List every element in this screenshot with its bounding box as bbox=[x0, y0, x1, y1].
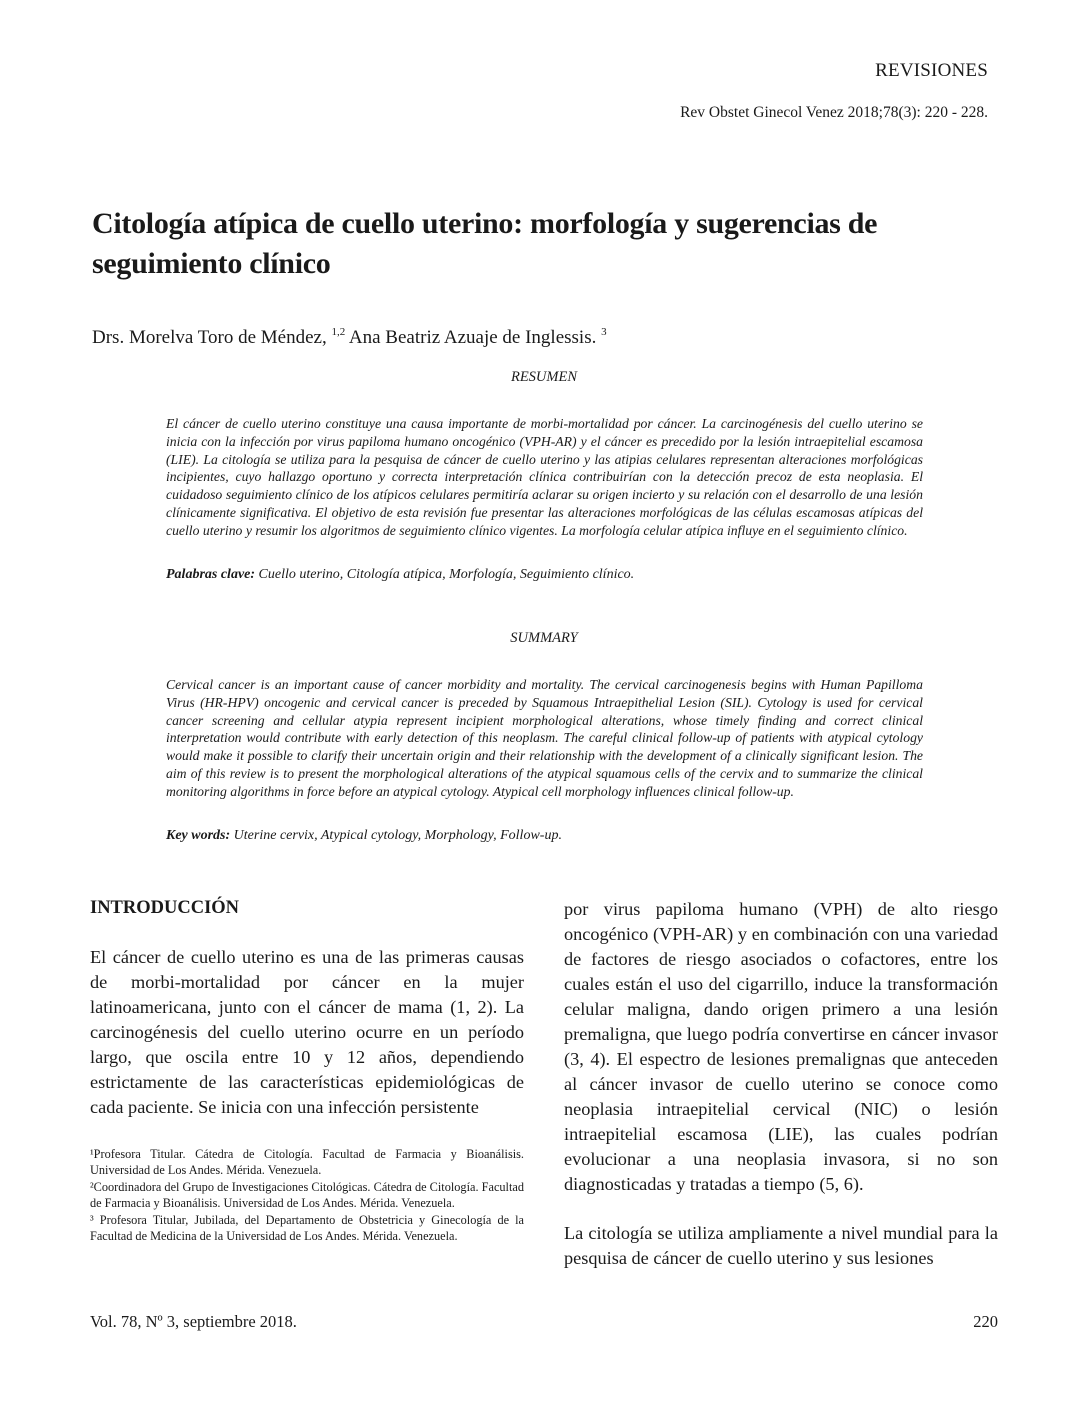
right-column-paragraph-2: La citología se utiliza ampliamente a nivel mundial para la pesquisa de cáncer de cuello uterino y sus lesiones bbox=[564, 1223, 998, 1268]
resumen-heading: RESUMEN bbox=[510, 369, 578, 385]
keywords-value: Uterine cervix, Atypical cytology, Morphology, Follow-up. bbox=[233, 828, 562, 843]
section-label: REVISIONES bbox=[875, 60, 988, 81]
keywords-label: Key words: bbox=[166, 828, 231, 843]
keywords-label: Palabras clave: bbox=[166, 567, 256, 582]
footnote: ¹Profesora Titular. Cátedra de Citología. Facultad de Farmacia y Bioanálisis. Universidad de Los Andes. Mérida. Venezuela. bbox=[90, 1147, 524, 1178]
footer-volume: Vol. 78, Nº 3, septiembre 2018. bbox=[90, 1312, 297, 1331]
author-1: Drs. Morelva Toro de Méndez, bbox=[92, 327, 327, 348]
authors bbox=[92, 318, 607, 352]
article-title: Citología atípica de cuello uterino: morfología y sugerencias de seguimiento clínico bbox=[92, 207, 878, 280]
introduction-heading: INTRODUCCIÓN bbox=[90, 898, 240, 918]
author-2-affiliation: 3 bbox=[601, 326, 607, 338]
resumen-keywords bbox=[166, 567, 923, 583]
summary-heading: SUMMARY bbox=[510, 630, 578, 646]
summary-text: Cervical cancer is an important cause of cancer morbidity and mortality. The cervical carcinogenesis begins with Human Papilloma Virus (HR-HPV) oncogenic and cervical cancer is preceded by Squamous Intraepithelial Lesion (SIL). Cytology is used for cervical cancer screening and cellular atypia represent incipient morphological alterations, whose timely finding and correct clinical interpretation would contribute with early detection of this neoplasm. The careful clinical follow-up of patients with atypical cytology would make it possible to clarify their uncertain origin and their relationship with the development of a clinically significant lesion. The aim of this review is to present the morphological alterations of the atypical squamous cells of the cervix and to summarize the clinical monitoring algorithms in force before an atypical cytology. Atypical cell morphology influences clinical follow-up. bbox=[166, 677, 923, 799]
page-number: 220 bbox=[973, 1312, 998, 1331]
footnotes bbox=[90, 1146, 524, 1244]
journal-citation: Rev Obstet Ginecol Venez 2018;78(3): 220 - 228. bbox=[680, 104, 988, 121]
resumen-text: El cáncer de cuello uterino constituye una causa importante de morbi-mortalidad por cáncer. La carcinogénesis del cuello uterino se inicia con la infección por virus papiloma humano oncogénico (VPH-AR) y el cáncer es precedido por la lesión intraepitelial escamosa (LIE). La citología se utiliza para la pesquisa de cáncer de cuello uterino y las atipias celulares representan alteraciones morfológicas incipientes, cuyo hallazgo oportuno y correcta interpretación clínica contribuirían con la detección precoz de esta neoplasia. El cuidadoso seguimiento clínico de los atípicos celulares permitiría aclarar su origen incierto y su relación con el desarrollo de una lesión clínicamente significativa. El objetivo de esta revisión fue presentar las alteraciones morfológicas de las células escamosas atípicas del cuello uterino y resumir los algoritmos de seguimiento clínico vigentes. La morfología celular atípica influye en el seguimiento clínico. bbox=[166, 416, 923, 538]
left-column-paragraph: El cáncer de cuello uterino es una de las primeras causas de morbi-mortalidad por cáncer en la mujer latinoamericana, junto con el cáncer de mama (1, 2). La carcinogénesis del cuello uterino ocurre en un período largo, que oscila entre 10 y 12 años, dependiendo estrictamente de las características epidemiológicas de cada paciente. Se inicia con una infección persistente bbox=[90, 947, 524, 1117]
keywords-value: Cuello uterino, Citología atípica, Morfología, Seguimiento clínico. bbox=[258, 567, 635, 582]
right-column-paragraph-1: por virus papiloma humano (VPH) de alto riesgo oncogénico (VPH-AR) y en combinación con una variedad de factores de riesgo asociados o cofactores, entre los cuales están el uso del cigarrillo, induce la transformación celular maligna, dando origen primero a una lesión premaligna, que luego podría convertirse en cáncer invasor (3, 4). El espectro de lesiones premalignas que anteceden al cáncer invasor de cuello uterino se conoce como neoplasia intraepitelial cervical (NIC) o lesión intraepitelial escamosa (LIE), las cuales podrían evolucionar a una neoplasia invasora, si no son diagnosticadas y tratadas a tiempo (5, 6). bbox=[564, 899, 998, 1194]
author-2: Ana Beatriz Azuaje de Inglessis. bbox=[348, 327, 597, 348]
footnote: ²Coordinadora del Grupo de Investigaciones Citológicas. Cátedra de Citología. Facultad de Farmacia y Bioanálisis. Universidad de Los Andes. Mérida. Venezuela. bbox=[90, 1179, 524, 1211]
summary-keywords bbox=[166, 828, 923, 844]
author-1-affiliation: 1,2 bbox=[331, 326, 346, 338]
footnote: ³ Profesora Titular, Jubilada, del Departamento de Obstetricia y Ginecología de la Facultad de Medicina de la Universidad de Los Andes. Mérida. Venezuela. bbox=[90, 1212, 524, 1244]
